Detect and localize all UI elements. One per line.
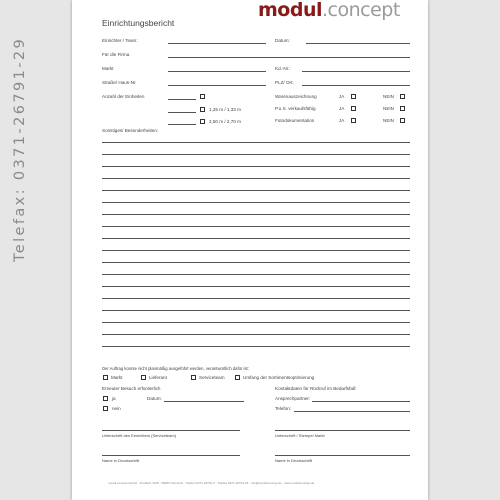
notes-line[interactable] <box>102 214 410 215</box>
signature-line-markt[interactable] <box>275 430 410 431</box>
label-opt-lieferant: Lieferant <box>149 375 167 380</box>
notes-line[interactable] <box>102 190 410 191</box>
label-ja-2: JA <box>339 106 345 111</box>
label-unterschrift-einrichter: Unterschrift des Einrichters (Serviceteam) <box>102 433 177 438</box>
notes-line[interactable] <box>102 166 410 167</box>
field-plz[interactable] <box>302 85 410 86</box>
label-opt-service: Serviceteam <box>199 375 225 380</box>
label-anzahl: Anzahl der Einheiten <box>102 94 145 99</box>
field-kdnr[interactable] <box>302 71 410 72</box>
label-plz: PLZ/ Ort: <box>275 80 294 85</box>
checkbox-nein-pos[interactable] <box>400 106 405 111</box>
checkbox-size-1[interactable] <box>200 107 205 112</box>
label-name-druck-1: Name in Druckschrift <box>102 458 140 463</box>
label-datum: Datum: <box>275 38 290 43</box>
label-nein-3: NEIN <box>383 118 394 123</box>
logo-text-concept: .concept <box>322 0 400 21</box>
notes-line[interactable] <box>102 262 410 263</box>
notes-line[interactable] <box>102 178 410 179</box>
field-ansprechpartner[interactable] <box>312 401 410 402</box>
field-anzahl-3[interactable] <box>168 124 196 125</box>
label-name-druck-2: Name in Druckschrift <box>275 458 313 463</box>
label-size-1: 1,25 m / 1,33 m <box>209 107 241 112</box>
label-fotodoku: Fotodokumentation <box>275 118 315 123</box>
label-warenauszeichnung: Warenauszeichnung <box>275 94 317 99</box>
label-ansprechpartner: Ansprechpartner: <box>275 396 311 401</box>
label-pos: P.o.S. verkaufsfähig <box>275 106 316 111</box>
label-unterschrift-markt: Unterschrift / Stempel Markt <box>275 433 325 438</box>
field-telefon[interactable] <box>294 411 410 412</box>
label-besuch-datum: Datum: <box>147 396 162 401</box>
checkbox-ja-fotodoku[interactable] <box>351 118 356 123</box>
notes-line[interactable] <box>102 238 410 239</box>
notes-line[interactable] <box>102 310 410 311</box>
field-besuch-datum[interactable] <box>164 401 244 402</box>
checkbox-ja-pos[interactable] <box>351 106 356 111</box>
field-markt[interactable] <box>168 71 266 72</box>
checkbox-markt[interactable] <box>103 375 108 380</box>
checkbox-umfang[interactable] <box>235 375 240 380</box>
notes-line[interactable] <box>102 322 410 323</box>
label-einrichter: Einrichter / Team: <box>102 38 138 43</box>
notes-line[interactable] <box>102 298 410 299</box>
company-logo <box>258 0 400 21</box>
checkbox-nein-fotodoku[interactable] <box>400 118 405 123</box>
notes-line[interactable] <box>102 142 410 143</box>
label-strasse: Straße/ Haus-Nr. <box>102 80 137 85</box>
notes-line[interactable] <box>102 334 410 335</box>
label-auftrag: Der Auftrag konnte nicht planmäßig ausgeführt werden, verantwortlich dafür ist: <box>102 366 249 371</box>
notes-line[interactable] <box>102 202 410 203</box>
label-fuer-firma: Für die Firma <box>102 52 130 57</box>
checkbox-anzahl-1[interactable] <box>200 94 205 99</box>
label-besuch-nein: nein <box>112 406 121 411</box>
notes-line[interactable] <box>102 286 410 287</box>
label-ja-1: JA <box>339 94 345 99</box>
label-nein-1: NEIN <box>383 94 394 99</box>
label-kdnr: Kd.-Nr.: <box>275 66 291 71</box>
field-einrichter[interactable] <box>168 43 266 44</box>
label-kontaktdaten: Kontaktdaten für Rückruf im Bedarfsfall: <box>275 386 357 391</box>
label-ja-3: JA <box>339 118 345 123</box>
label-sonstiges: Sonstiges/ Besonderheiten: <box>102 128 159 133</box>
field-strasse[interactable] <box>168 85 266 86</box>
notes-line[interactable] <box>102 226 410 227</box>
label-size-2: 2,50 m / 2,70 m <box>209 119 241 124</box>
notes-line[interactable] <box>102 346 410 347</box>
label-erneuter-besuch: Erneuter Besuch erforderlich <box>102 386 161 391</box>
notes-line[interactable] <box>102 274 410 275</box>
field-anzahl-1[interactable] <box>168 99 196 100</box>
label-opt-markt: Markt <box>111 375 123 380</box>
checkbox-besuch-ja[interactable] <box>103 396 108 401</box>
label-telefon: Telefon: <box>275 406 292 411</box>
form-title: Einrichtungsbericht <box>102 18 175 28</box>
label-nein-2: NEIN <box>383 106 394 111</box>
name-line-markt[interactable] <box>275 455 410 456</box>
logo-text-modul: modul <box>258 0 322 21</box>
label-besuch-ja: ja <box>112 396 116 401</box>
label-opt-umfang: Umfang der Sortimentsoptimierung <box>243 375 315 380</box>
name-line-einrichter[interactable] <box>102 455 240 456</box>
field-datum[interactable] <box>306 43 410 44</box>
notes-line[interactable] <box>102 154 410 155</box>
field-anzahl-2[interactable] <box>168 112 196 113</box>
form-sheet <box>72 0 428 500</box>
footer-text: modul.concept GmbH · Postfach 1108 · 09082 Chemnitz · Telefon 0371-26791-0 · Telefax 0371-26791-29 · info@modulconcept.de · www.modulconcept.de <box>108 481 315 485</box>
signature-line-einrichter[interactable] <box>102 430 240 431</box>
notes-line[interactable] <box>102 250 410 251</box>
checkbox-nein-warenauszeichnung[interactable] <box>400 94 405 99</box>
label-markt: Markt <box>102 66 114 71</box>
checkbox-besuch-nein[interactable] <box>103 406 108 411</box>
checkbox-ja-warenauszeichnung[interactable] <box>351 94 356 99</box>
checkbox-size-2[interactable] <box>200 119 205 124</box>
checkbox-serviceteam[interactable] <box>191 375 196 380</box>
checkbox-lieferant[interactable] <box>141 375 146 380</box>
field-fuer-firma[interactable] <box>168 57 410 58</box>
vertical-fax-text: Telefax: 0371-26791-29 <box>12 36 28 262</box>
